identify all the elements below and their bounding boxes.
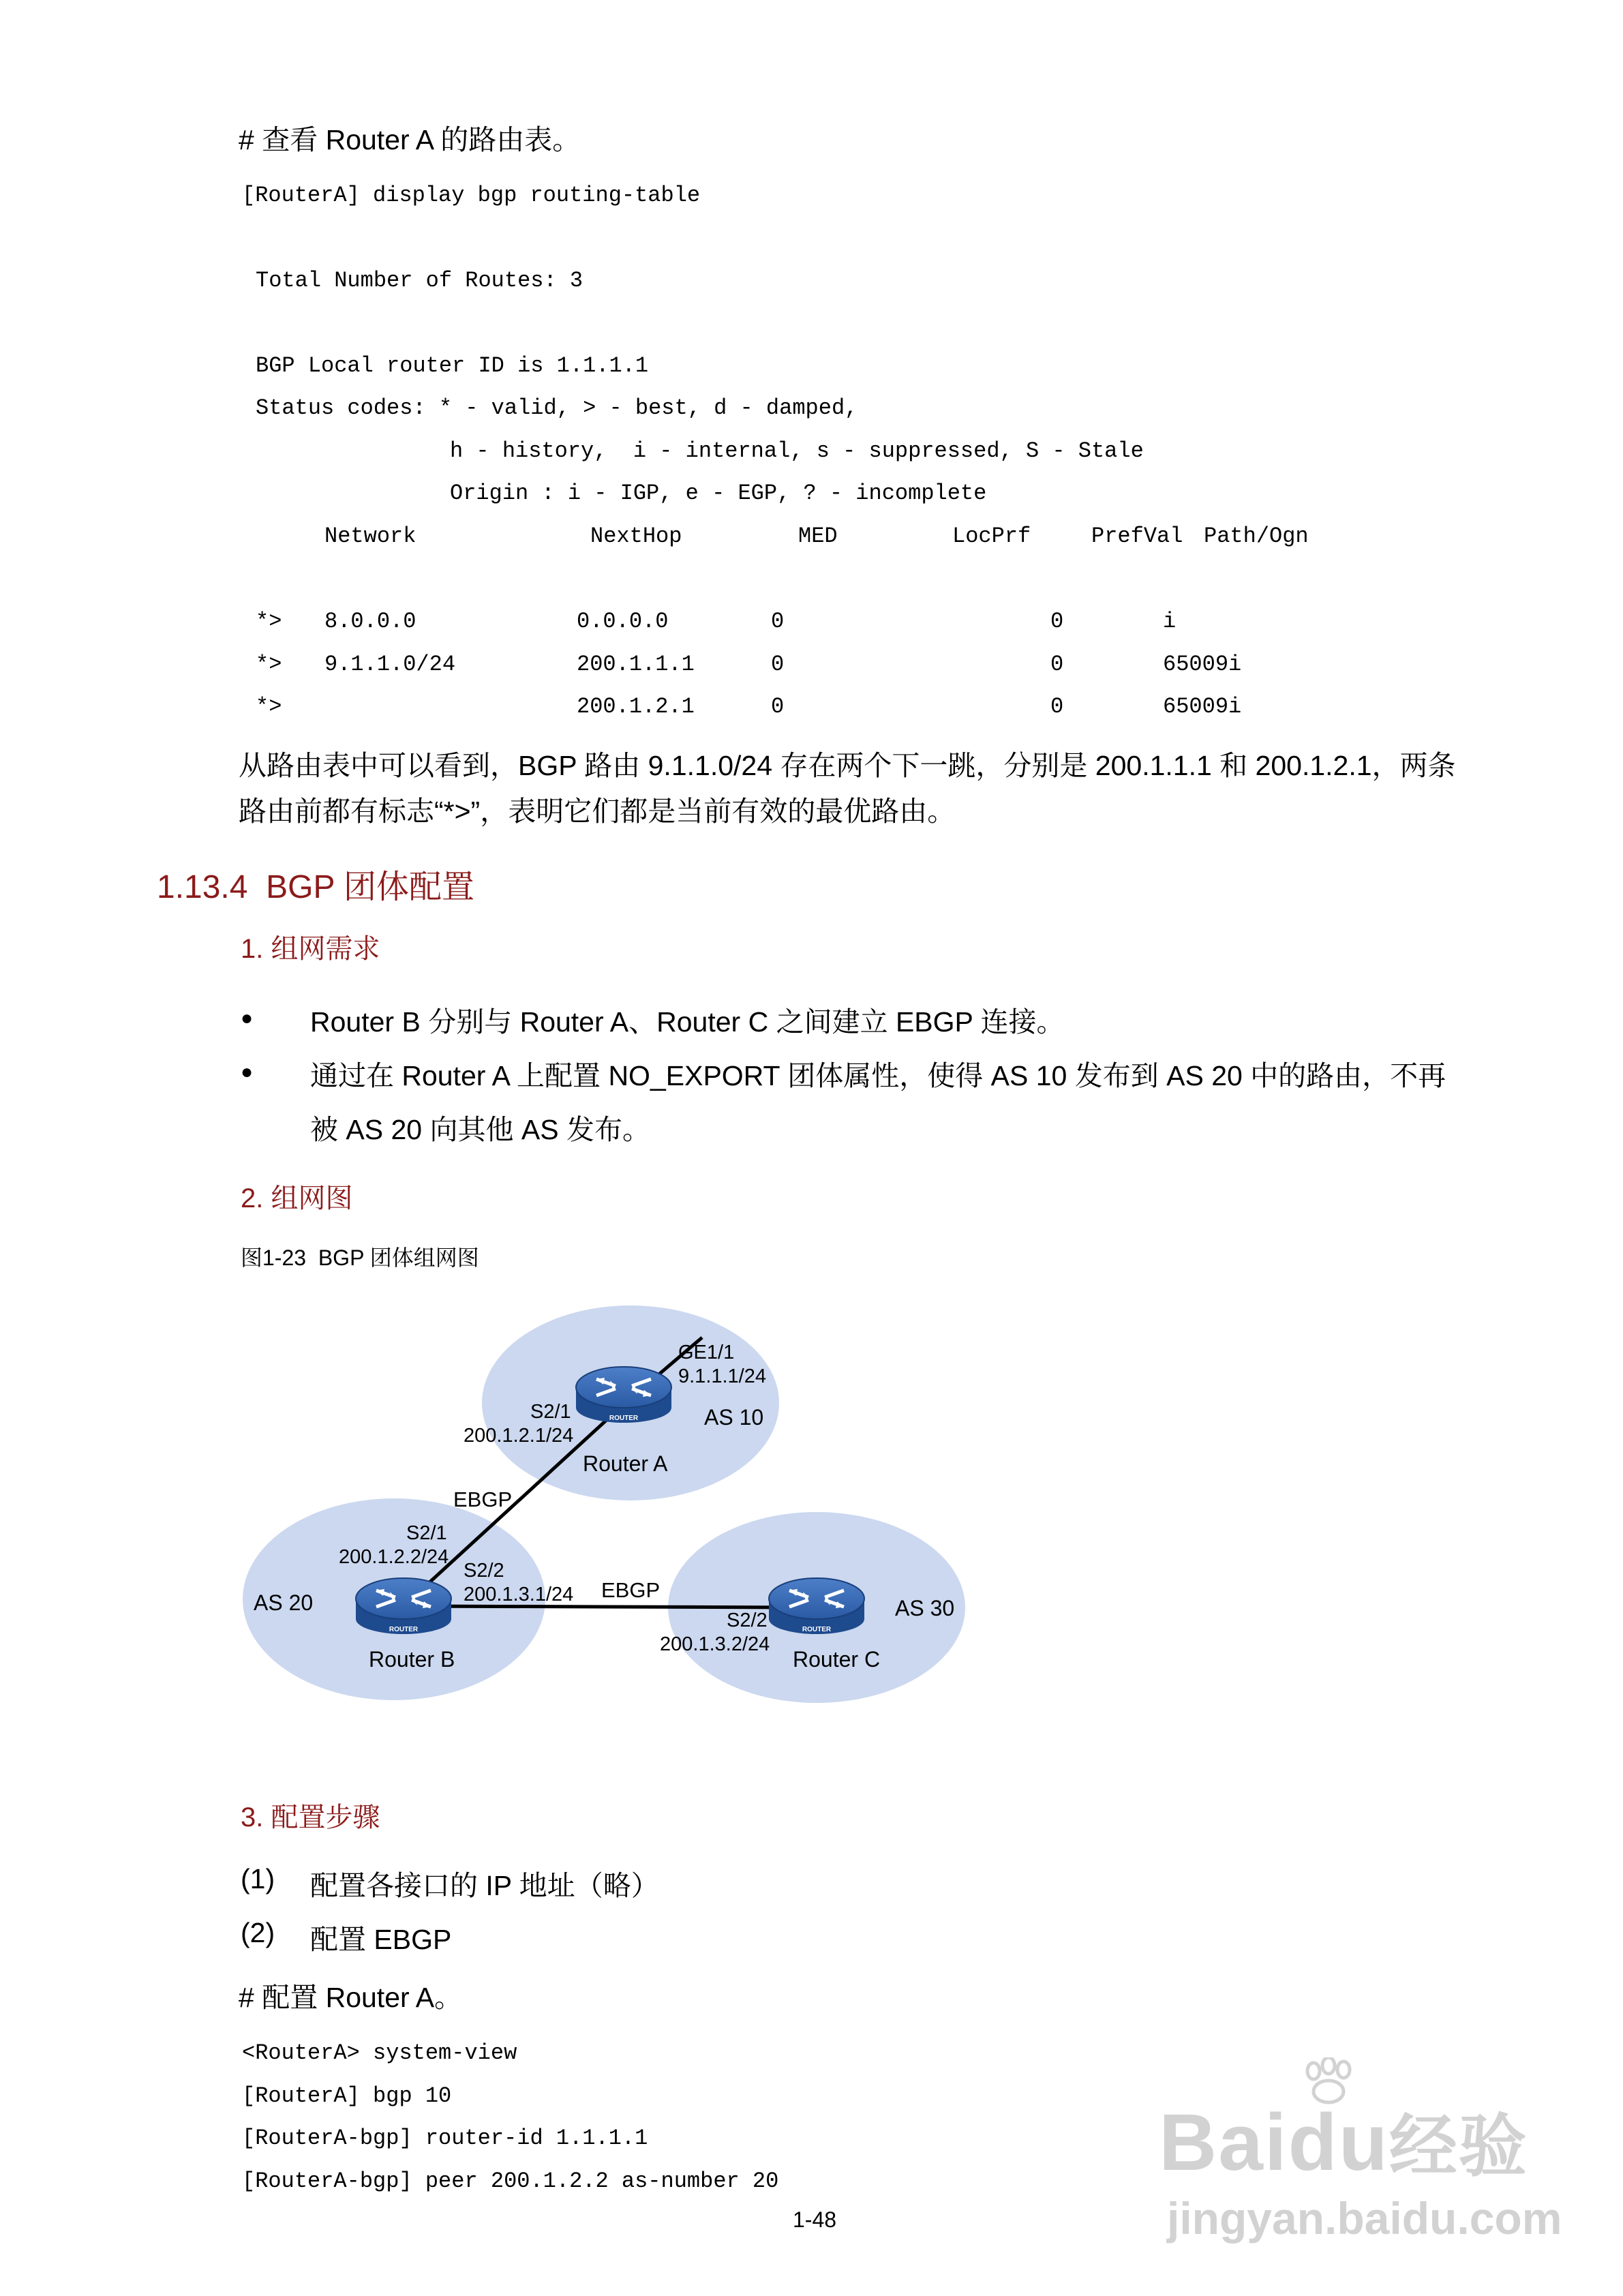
row-nexthop: 200.1.2.1 [577,694,695,719]
step-number: (1) [241,1863,275,1894]
code-status-line3: Origin : i - IGP, e - EGP, ? - incomplete [450,481,987,506]
router-a-s-if: S2/1 [530,1401,571,1423]
code-line: [RouterA] bgp 10 [242,2083,452,2109]
col-path: Path/Ogn [1204,524,1309,549]
router-c-icon [769,1578,864,1634]
paragraph-line: 从路由表中可以看到，BGP 路由 9.1.1.0/24 存在两个下一跳，分别是 200.1.1.1 和 200.1.2.1，两条 [239,750,1456,781]
router-c-name: Router C [793,1647,881,1672]
code-total-routes: Total Number of Routes: 3 [256,268,583,293]
col-prefval: PrefVal [1091,524,1183,549]
bullet-dot-icon: ● [241,1061,254,1083]
as20-label: AS 20 [254,1590,314,1615]
router-c-s-if: S2/2 [727,1610,768,1631]
router-b-s2-ip: 200.1.3.1/24 [464,1584,574,1605]
row-nexthop: 200.1.1.1 [577,652,695,677]
row-status: *> [256,652,282,677]
bullet-text: Router B 分别与 Router A、Router C 之间建立 EBGP 连接。 [310,1006,1065,1038]
router-b-s2-if: S2/2 [464,1560,504,1582]
svg-text:ROUTER: ROUTER [389,1626,419,1633]
step-number: (2) [241,1917,275,1948]
row-med: 0 [771,694,785,719]
col-nexthop: NextHop [590,524,682,549]
router-c-s-ip: 200.1.3.2/24 [660,1633,770,1655]
row-path: 65009i [1163,694,1242,719]
router-b-name: Router B [369,1647,455,1672]
link-bc-label: EBGP [601,1578,661,1602]
config-intro: # 配置 Router A。 [239,1982,463,2013]
subsection-title: 2. 组网图 [241,1183,353,1213]
as30-label: AS 30 [895,1596,955,1620]
paragraph-line: 路由前都有标志“*>”，表明它们都是当前有效的最优路由。 [239,796,956,827]
code-status-line1: Status codes: * - valid, > - best, d - damped, [256,395,858,421]
bullet-dot-icon: ● [241,1007,254,1029]
row-prefval: 0 [1050,609,1064,634]
row-status: *> [256,609,282,634]
code-status-line2: h - history, i - internal, s - suppressed, S - Stale [450,438,1144,464]
subsection-title: 3. 配置步骤 [241,1802,380,1832]
svg-text:ROUTER: ROUTER [609,1415,639,1422]
bullet-text-continued: 被 AS 20 向其他 AS 发布。 [310,1114,650,1145]
router-a-name: Router A [583,1451,668,1476]
row-nexthop: 0.0.0.0 [577,609,669,634]
subsection-title: 1. 组网需求 [241,934,380,964]
as10-label: AS 10 [704,1405,764,1430]
code-line: [RouterA-bgp] peer 200.1.2.2 as-number 20 [242,2169,779,2194]
bullet-text: 通过在 Router A 上配置 NO_EXPORT 团体属性，使得 AS 10 发布到 AS 20 中的路由，不再 [310,1060,1446,1091]
svg-text:ROUTER: ROUTER [802,1626,832,1633]
code-command: [RouterA] display bgp routing-table [242,183,701,208]
router-a-ge-if: GE1/1 [678,1342,735,1363]
intro-line: # 查看 Router A 的路由表。 [239,124,581,155]
router-a-icon [576,1367,671,1423]
link-b-c [404,1606,817,1607]
row-med: 0 [771,609,785,634]
col-network: Network [324,524,416,549]
code-line: [RouterA-bgp] router-id 1.1.1.1 [242,2126,648,2151]
router-a-ge-ip: 9.1.1.1/24 [678,1365,766,1387]
router-a-s-ip: 200.1.2.1/24 [464,1425,574,1447]
step-text: 配置各接口的 IP 地址（略） [310,1870,659,1901]
code-router-id: BGP Local router ID is 1.1.1.1 [256,353,649,378]
row-path: i [1163,609,1177,634]
row-path: 65009i [1163,652,1242,677]
link-ab-label: EBGP [453,1487,513,1511]
figure-caption: 图1-23 BGP 团体组网图 [241,1245,479,1270]
page-number: 1-48 [793,2207,837,2232]
router-b-s1-ip: 200.1.2.2/24 [339,1546,449,1568]
baidu-watermark-logo: Baidu经验 [1159,2098,1528,2188]
row-med: 0 [771,652,785,677]
router-b-icon [356,1578,451,1634]
code-line: <RouterA> system-view [242,2040,517,2066]
step-text: 配置 EBGP [310,1924,452,1955]
baidu-paw-icon [1295,2045,1354,2093]
row-prefval: 0 [1050,694,1064,719]
router-b-s1-if: S2/1 [406,1522,447,1544]
col-med: MED [798,524,838,549]
row-network: 9.1.1.0/24 [324,652,456,677]
row-prefval: 0 [1050,652,1064,677]
row-status: *> [256,694,282,719]
row-network: 8.0.0.0 [324,609,416,634]
section-title: 1.13.4 BGP 团体配置 [157,869,474,905]
col-locprf: LocPrf [952,524,1031,549]
baidu-watermark-url: jingyan.baidu.com [1167,2193,1562,2244]
